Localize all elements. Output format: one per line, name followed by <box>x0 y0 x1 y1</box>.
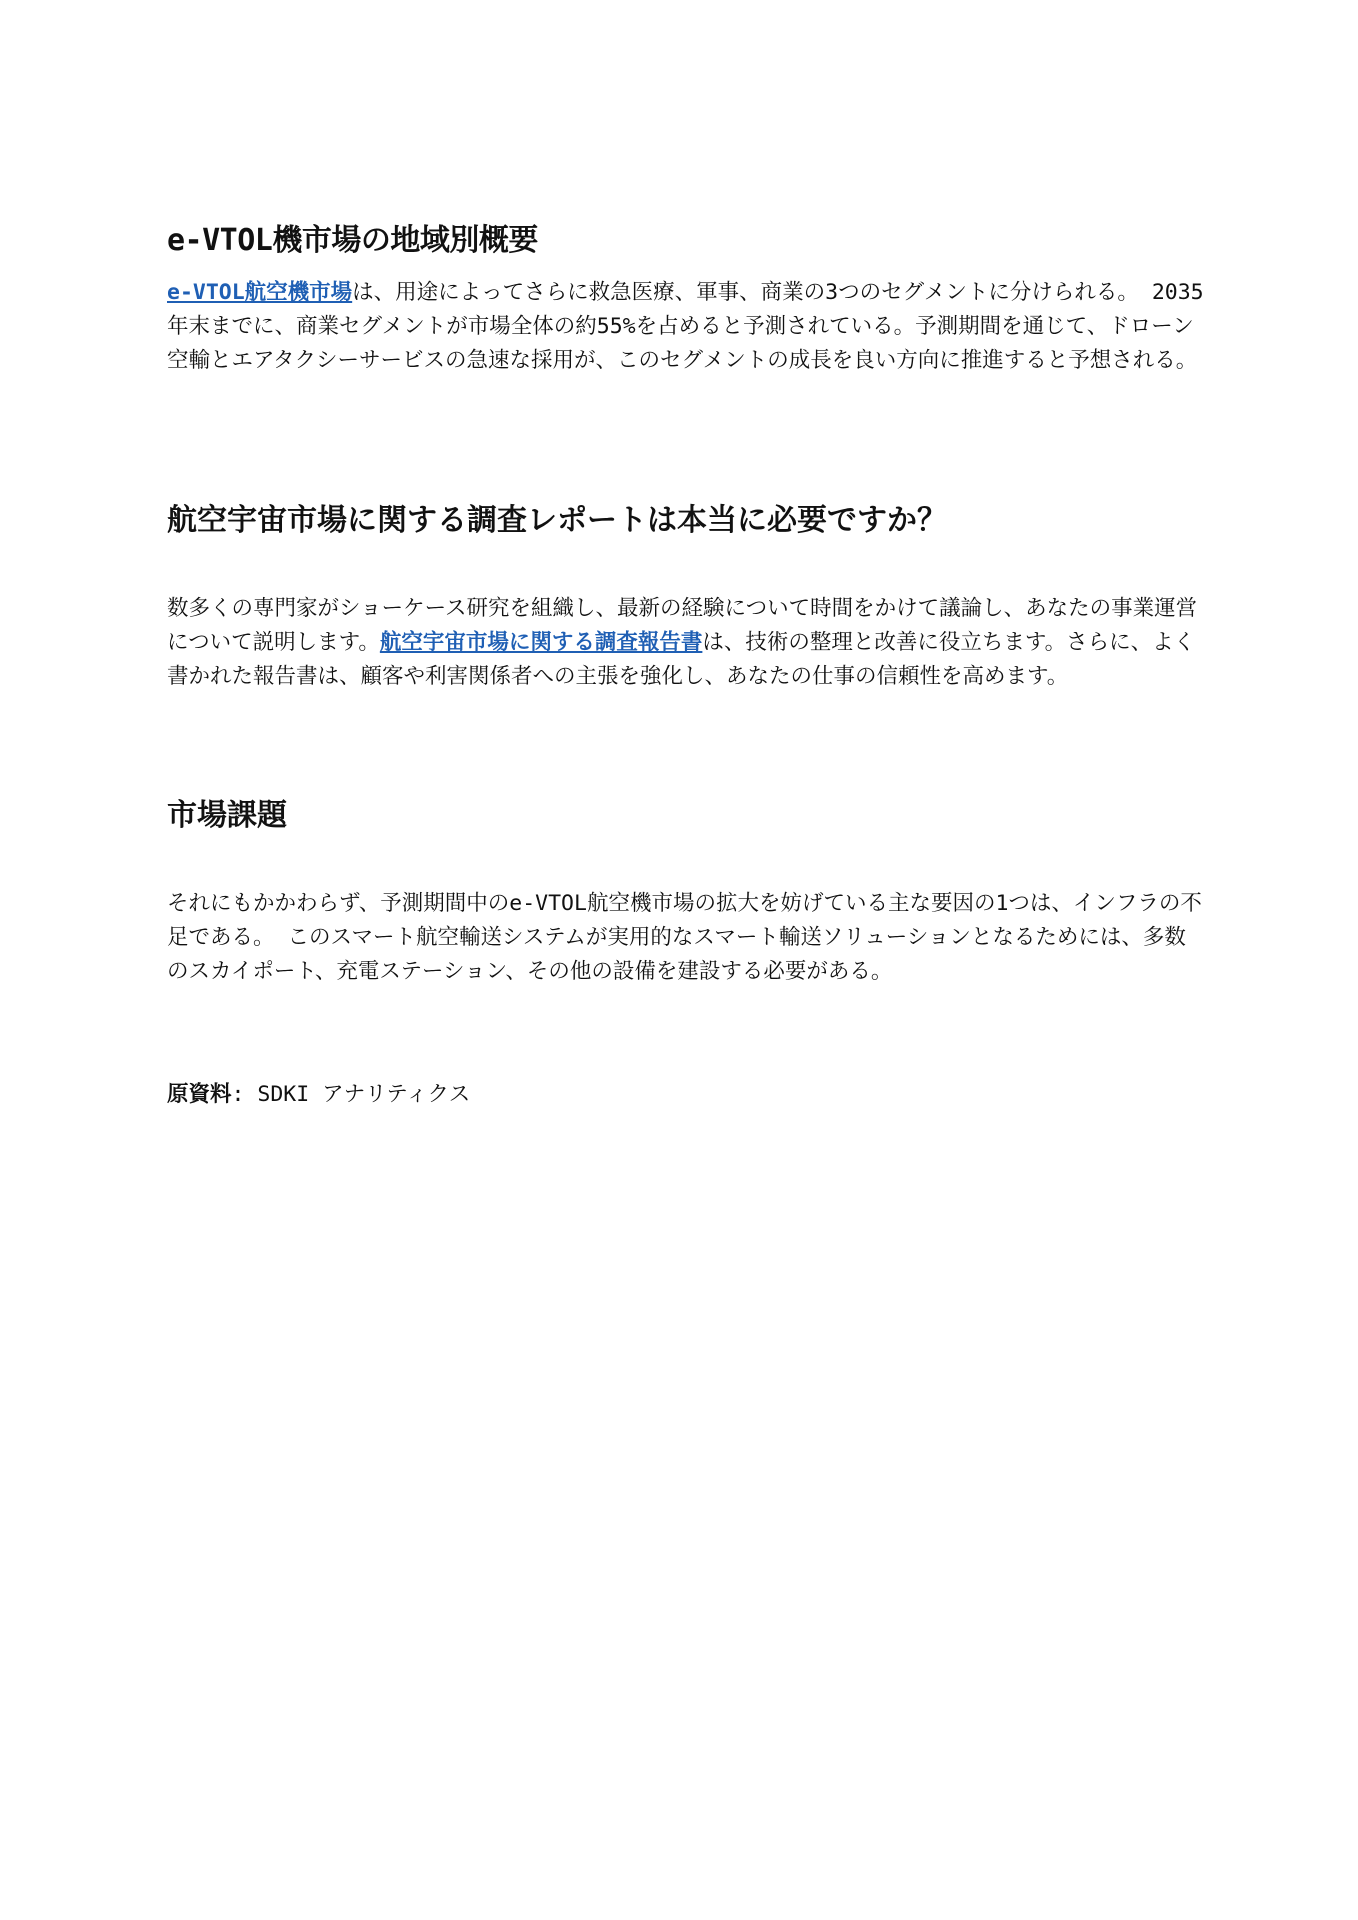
paragraph-research-report-text-after: は、技術の整理と改善に役立ちます。さらに、よく書かれた報告書は、顧客や利害関係者への主張を強化し、あなたの仕事の信頼性を高めます。 <box>167 630 1196 689</box>
paragraph-regional-overview <box>167 276 1207 378</box>
section-market-challenges <box>167 785 1207 989</box>
source-line <box>167 1078 470 1112</box>
paragraph-research-report <box>167 592 1207 694</box>
paragraph-regional-overview-text: は、用途によってさらに救急医療、軍事、商業の3つのセグメントに分けられる。 2035年末までに、商業セグメントが市場全体の約55%を占めると予測されている。予測期間を通じて、ドローン空輸とエアタクシーサービスの急速な採用が、このセグメントの成長を良い方向に推進すると予想される。 <box>167 280 1204 373</box>
section-regional-overview <box>167 210 1207 378</box>
section-heading-research-report: 航空宇宙市場に関する調査レポートは本当に必要ですか？ <box>167 503 947 538</box>
source-separator: : <box>231 1082 245 1107</box>
source-value: SDKI アナリティクス <box>244 1082 471 1107</box>
source-label: 原資料 <box>167 1082 232 1107</box>
link-aerospace-market-report[interactable]: 航空宇宙市場に関する調査報告書 <box>379 630 703 655</box>
section-research-report <box>167 490 1207 694</box>
paragraph-research-report-text-before: 数多くの専門家がショーケース研究を組織し、最新の経験について時間をかけて議論し、あなたの事業運営について説明します。 <box>167 596 1198 655</box>
paragraph-market-challenges: それにもかかわらず、予測期間中のe-VTOL航空機市場の拡大を妨げている主な要因の1つは、インフラの不足である。 このスマート航空輸送システムが実用的なスマート輸送ソリューションとなるためには、多数のスカイポート、充電ステーション、その他の設備を建設する必要がある。 <box>167 891 1202 984</box>
section-heading-market-challenges: 市場課題 <box>167 798 287 833</box>
link-evtol-aircraft-market[interactable]: e-VTOL航空機市場 <box>167 280 353 305</box>
section-heading-regional-overview: e-VTOL機市場の地域別概要 <box>167 223 538 258</box>
